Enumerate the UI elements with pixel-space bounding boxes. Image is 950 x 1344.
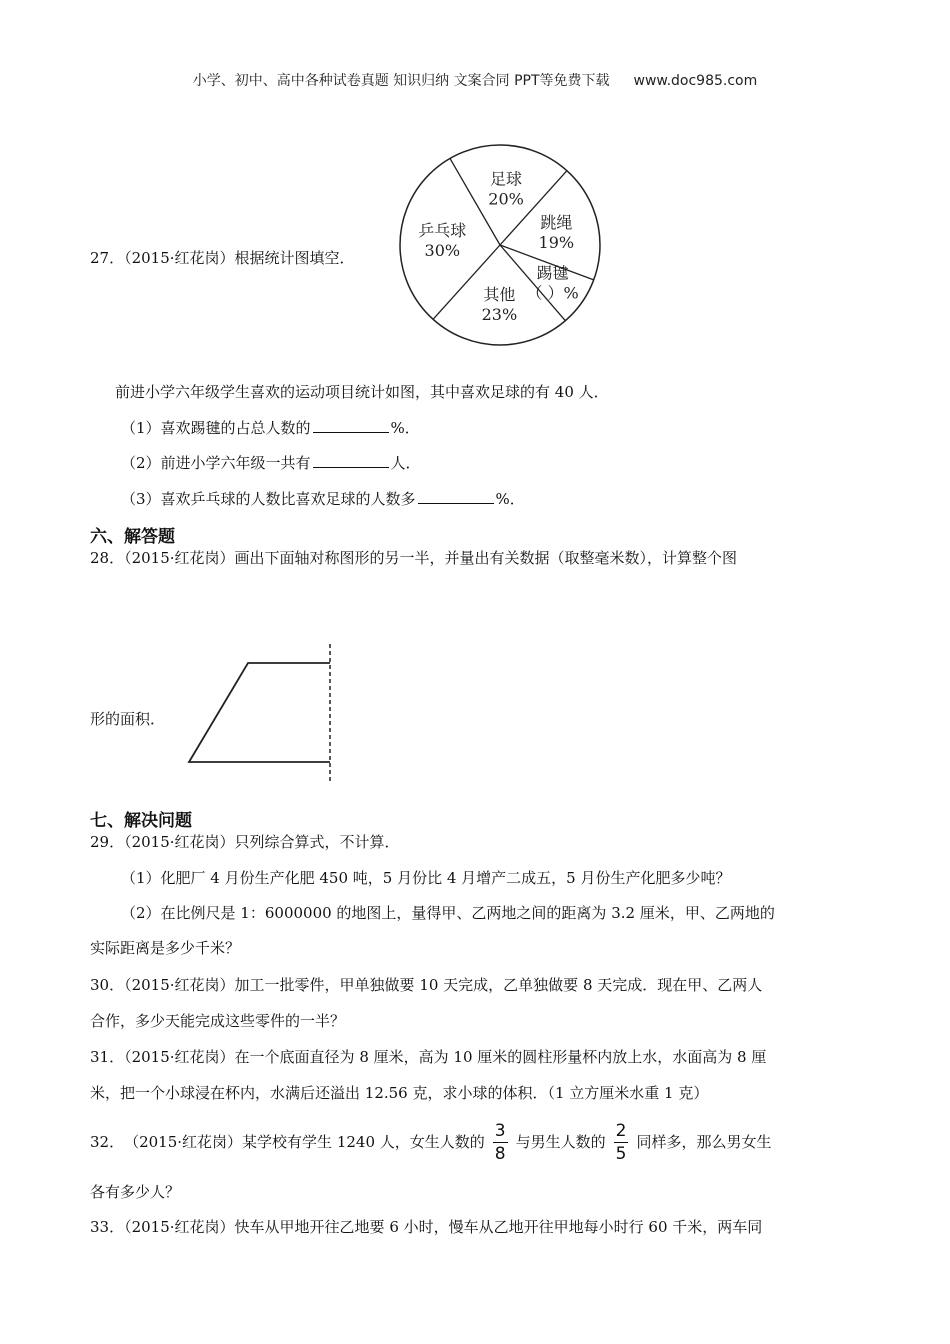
header-text: 小学、初中、高中各种试卷真题 知识归纳 文案合同 PPT等免费下载 <box>192 73 610 89</box>
q28-continuation: 形的面积． <box>90 710 166 728</box>
question-27 <box>90 248 355 268</box>
q31-continuation: 米，把一个小球浸在杯内，水满后还溢出 12.56 克，求小球的体积．（1 立方厘米水重 1 克） <box>90 1084 709 1102</box>
slice-value-table-tennis: 30% <box>424 240 461 260</box>
slice-value-shuttlecock: （ ）% <box>526 283 579 303</box>
slice-label-table-tennis: 乒乓球 <box>418 220 467 240</box>
section-seven-title: 七、解决问题 <box>90 811 192 831</box>
fraction-three-eighths: $\frac{3}{8}$ <box>494 1120 506 1164</box>
q27-item-1: （1）喜欢踢毽的占总人数的 %． <box>121 416 420 438</box>
q29-sub-2: （2）在比例尺是 1：6000000 的地图上，量得甲、乙两地之间的距离为 3.2 厘米，甲、乙两地的 <box>121 904 775 922</box>
q27-description: 前进小学六年级学生喜欢的运动项目统计如图，其中喜欢足球的有 40 人． <box>115 383 609 401</box>
question-31: 31．（2015·红花岗）在一个底面直径为 8 厘米，高为 10 厘米的圆柱形量杯内放上水，水面高为 8 厘 <box>90 1048 767 1066</box>
q27-item-3: （3）喜欢乒乓球的人数比喜欢足球的人数多 %． <box>121 487 525 509</box>
header-site: www.doc985.com <box>633 73 758 89</box>
question-prompt: 根据统计图填空． <box>234 249 355 267</box>
slice-label-football: 足球 <box>490 169 523 189</box>
slice-label-rope-skipping: 跳绳 <box>540 213 573 233</box>
answer-blank[interactable] <box>313 451 389 468</box>
slice-label-other: 其他 <box>483 284 516 304</box>
q29-sub-1: （1）化肥厂 4 月份生产化肥 450 吨，5 月份比 4 月增产二成五，5 月份生产化肥多少吨？ <box>121 869 731 887</box>
trapezoid-figure <box>180 640 340 785</box>
question-33: 33．（2015·红花岗）快车从甲地开往乙地要 6 小时，慢车从乙地开往甲地每小时行 60 千米，两车同 <box>90 1218 763 1236</box>
answer-blank[interactable] <box>418 487 494 504</box>
slice-value-rope-skipping: 19% <box>538 233 575 253</box>
fraction-two-fifths: $\frac{2}{5}$ <box>615 1120 627 1164</box>
q32-continuation: 各有多少人？ <box>90 1183 181 1201</box>
half-trapezoid <box>189 663 330 762</box>
question-32: 32． （2015·红花岗） 某学校有学生 1240 人，女生人数的 $\frac{3}{8}$ 与男生人数的 $\frac{2}{5}$ 同样多，那么男女生 <box>90 1120 772 1164</box>
page-header <box>0 70 950 90</box>
q27-item-2: （2）前进小学六年级一共有 人． <box>121 451 421 473</box>
question-28: 28．（2015·红花岗）画出下面轴对称图形的另一半，并量出有关数据（取整毫米数），计算整个图 <box>90 549 738 567</box>
slice-value-other: 23% <box>481 304 518 324</box>
answer-blank[interactable] <box>313 416 389 433</box>
question-29: 29．（2015·红花岗）只列综合算式，不计算． <box>90 833 400 851</box>
q30-continuation: 合作，多少天能完成这些零件的一半？ <box>90 1012 346 1030</box>
question-source: （2015·红花岗） <box>124 249 235 267</box>
question-number: 27． <box>90 249 125 267</box>
slice-label-shuttlecock: 踢毽 <box>536 263 569 283</box>
section-six-title: 六、解答题 <box>90 527 175 547</box>
q29-sub-2-cont: 实际距离是多少千米？ <box>90 939 241 957</box>
question-30: 30．（2015·红花岗）加工一批零件，甲单独做要 10 天完成，乙单独做要 8 天完成．现在甲、乙两人 <box>90 976 763 994</box>
slice-value-football: 20% <box>488 189 524 209</box>
pie-chart <box>395 140 605 350</box>
